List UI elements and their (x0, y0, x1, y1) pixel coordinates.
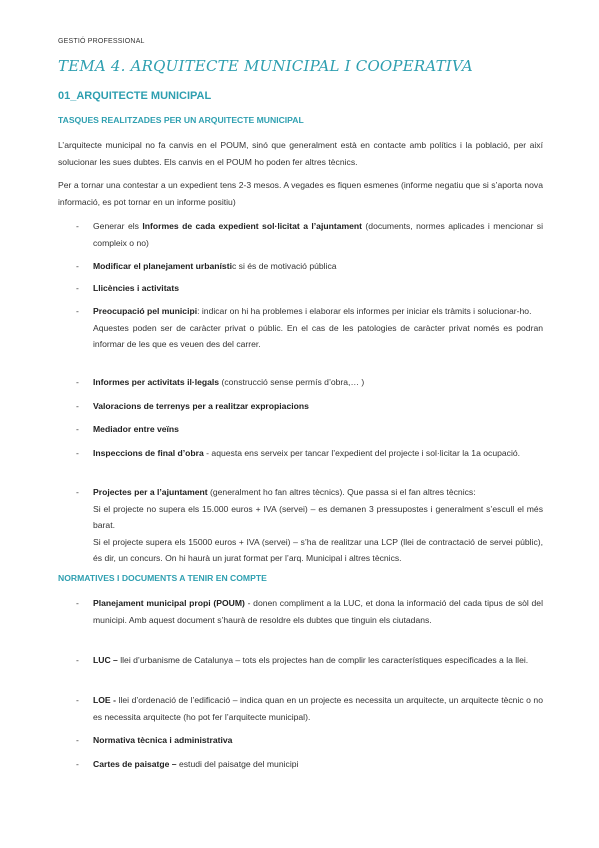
running-header: GESTIÓ PROFESSIONAL (58, 38, 145, 45)
bullet: - (76, 221, 79, 231)
bullet: - (76, 695, 79, 705)
list-item: Generar els Informes de cada expedient sol·licitat a l’ajuntament (documents, normes aplicades i mencionar si compleix o no) (93, 221, 544, 248)
bullet: - (76, 487, 79, 497)
list-item: Informes per activitats il·legals (construcció sense permís d’obra,… ) (93, 377, 365, 387)
list-item: Modificar el planejament urbanístic si és de motivació pública (93, 261, 337, 271)
subsection-heading-tasks: TASQUES REALITZADES PER UN ARQUITECTE MUNICIPAL (58, 115, 304, 125)
section-heading: 01_ARQUITECTE MUNICIPAL (58, 90, 212, 102)
bullet: - (76, 401, 79, 411)
bullet: - (76, 306, 79, 316)
bullet: - (76, 261, 79, 271)
list-item: LUC – llei d’urbanisme de Catalunya – tots els projectes han de complir les característiques especificades a la llei. (93, 655, 529, 665)
list-item: Projectes per a l’ajuntament (generalment ho fan altres tècnics). Que passa si el fan altres tècnics: Si el projecte no supera els 15.000 euros + IVA (servei) – es demanen 3 pressupostes i generalment s’escull el més barat. Si el projecte supera els 15000 euros + IVA (servei) – s’ha de realitzar una LCP (llei de contractació de servei públic), és dir, un concurs. On hi haurà un jurat format per l’arq. Municipal i altres tècnics. (93, 487, 543, 563)
paragraph-1: L’arquitecte municipal no fa canvis en el POUM, sinó que generalment està en contacte amb polítics i la població, per així solucionar les sues dubtes. Els canvis en el POUM ho poden fer altres tècnics. (58, 140, 543, 167)
list-item: Llicències i activitats (93, 283, 179, 293)
bullet: - (76, 735, 79, 745)
bullet: - (76, 377, 79, 387)
bullet: - (76, 448, 79, 458)
list-item: Normativa tècnica i administrativa (93, 735, 233, 745)
paragraph-2: Per a tornar una contestar a un expedient tens 2-3 mesos. A vegades es fiquen esmenes (informe negatiu que si s’aporta nova informació, es pot tornar en un informe positiu) (58, 180, 543, 207)
list-item: Cartes de paisatge – estudi del paisatge del municipi (93, 759, 299, 769)
list-item: Planejament municipal propi (POUM) - donen compliment a la LUC, et dona la informació del cada tipus de sòl del municipi. Amb aquest document s’haurà de resoldre els dubtes que tinguin els ciutadans. (93, 598, 543, 625)
subsection-heading-regulations: NORMATIVES I DOCUMENTS A TENIR EN COMPTE (58, 573, 267, 583)
bullet: - (76, 759, 79, 769)
bullet: - (76, 283, 79, 293)
list-item: Valoracions de terrenys per a realitzar expropiacions (93, 401, 309, 411)
list-item: Inspeccions de final d’obra - aquesta ens serveix per tancar l’expedient del projecte i sol·licitar la 1a ocupació. (93, 448, 521, 458)
bullet: - (76, 598, 79, 608)
list-item: LOE - llei d’ordenació de l’edificació – indica quan en un projecte es necessita un arquitecte, un arquitecte tècnic o no es necessita arquitecte (ho pot fer l’arquitecte municipal). (93, 695, 543, 722)
page-title: TEMA 4. ARQUITECTE MUNICIPAL I COOPERATIVA (58, 57, 473, 75)
bullet: - (76, 655, 79, 665)
list-item: Mediador entre veïns (93, 424, 179, 434)
list-item: Preocupació pel municipi: indicar on hi ha problemes i elaborar els informes per iniciar els tràmits i solucionar-ho. Aquestes poden ser de caràcter privat o públic. En el cas de les patologies de caràcter privat només es podran informar de les que es veuen des del carrer. (93, 306, 543, 349)
bullet: - (76, 424, 79, 434)
